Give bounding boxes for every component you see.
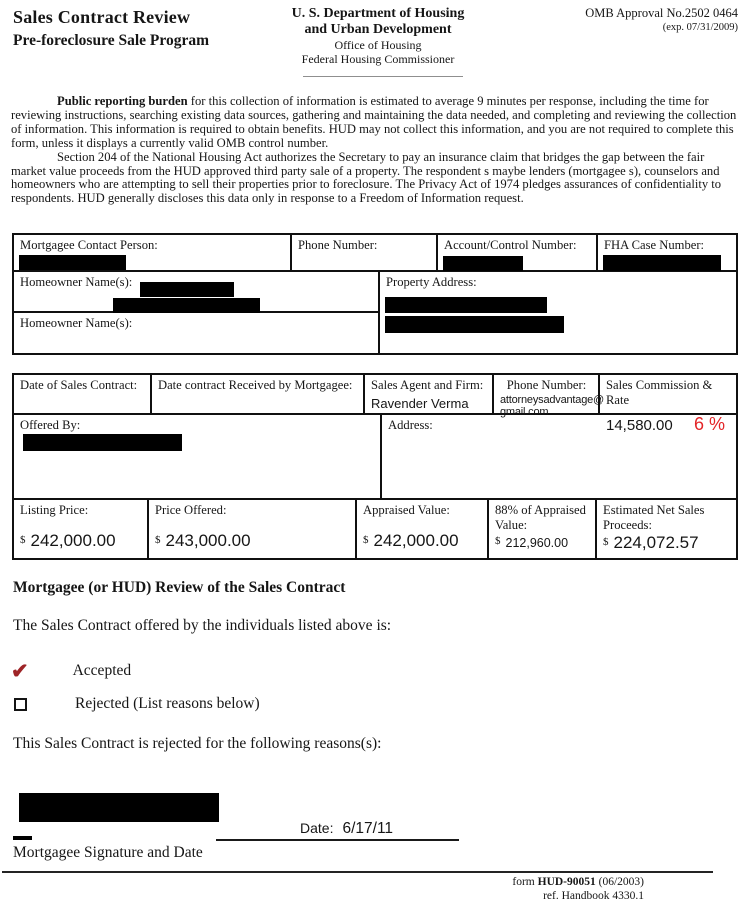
- review-section-heading: Mortgagee (or HUD) Review of the Sales Contract: [13, 579, 346, 596]
- burden-paragraph-body: for this collection of information is estimated to average 9 minutes per response, including the time for reviewing instructions, searching existing data sources, gathering and maintaining the data needed, and completing and reviewing the collection of information. This information is required to obtain benefits. HUD may not collect this information, and you are not required to complete this form, unless it displays a currently valid OMB control number.: [11, 94, 737, 150]
- mortgagee-contact-label: Mortgagee Contact Person:: [20, 238, 158, 252]
- omb-expiration: (exp. 07/31/2009): [662, 22, 738, 33]
- phone-number-label: Phone Number:: [298, 238, 378, 252]
- burden-paragraph-lead: Public reporting burden: [57, 94, 188, 108]
- date-of-contract-label: Date of Sales Contract:: [20, 378, 138, 392]
- department-block: [250, 6, 506, 66]
- agent-email-line1: attorneysadvantage@: [500, 394, 604, 406]
- pct-appraised-value: $ 212,960.00: [495, 535, 569, 550]
- date-of-contract-cell[interactable]: [14, 375, 152, 413]
- rejected-checkbox[interactable]: [14, 698, 27, 711]
- commission-rate: 6 %: [693, 414, 725, 434]
- signature-caption: Mortgagee Signature and Date: [13, 844, 203, 861]
- redacted-property-address-1: [385, 297, 547, 313]
- footer-reference-block: [512, 876, 644, 903]
- price-offered-value: $ 243,000.00: [155, 531, 251, 550]
- sales-agent-label: Sales Agent and Firm:: [371, 378, 484, 392]
- phone-number-cell[interactable]: [292, 235, 438, 270]
- redacted-homeowner-name-2: [113, 298, 260, 313]
- sales-agent-value: Ravender Verma: [371, 396, 469, 411]
- redacted-property-address-2: [385, 316, 564, 333]
- property-address-label: Property Address:: [386, 275, 477, 289]
- date-received-label: Date contract Received by Mortgagee:: [158, 378, 353, 392]
- burden-paragraph: [11, 95, 742, 151]
- commission-amount: 14,580.00: [606, 417, 673, 434]
- date-underline: [216, 839, 459, 841]
- form-title-line2: Pre-foreclosure Sale Program: [13, 32, 209, 49]
- date-label: Date:: [300, 820, 334, 836]
- appraised-value: $ 242,000.00: [363, 531, 459, 550]
- listing-price-value: $ 242,000.00: [20, 531, 116, 550]
- public-burden-notice: [11, 95, 742, 206]
- department-line1: U. S. Department of Housing: [291, 6, 465, 21]
- redacted-mortgagee-signature: [19, 793, 219, 822]
- redacted-account-number: [443, 256, 523, 271]
- review-intro-line: The Sales Contract offered by the individuals listed above is:: [13, 617, 392, 634]
- sales-agent-cell[interactable]: [365, 375, 494, 413]
- address-cell[interactable]: [382, 415, 736, 498]
- account-control-label: Account/Control Number:: [444, 238, 577, 252]
- net-proceeds-value: $ 224,072.57: [603, 533, 699, 552]
- date-value: 6/17/11: [342, 820, 394, 837]
- office-line: Office of Housing: [334, 38, 422, 52]
- form-title-block: [13, 7, 209, 50]
- homeowner2-cell[interactable]: [14, 313, 378, 353]
- accepted-checkmark-icon[interactable]: ✔: [11, 659, 29, 683]
- redacted-homeowner-name-1: [140, 282, 234, 297]
- pct-appraised-label: 88% of Appraised Value:: [495, 503, 586, 532]
- agent-email-line2: gmail.com: [500, 405, 549, 418]
- date-row: [300, 820, 393, 838]
- handbook-reference: ref. Handbook 4330.1: [543, 889, 644, 902]
- pct-appraised-cell[interactable]: [489, 500, 597, 558]
- accepted-label: Accepted: [72, 662, 132, 679]
- department-line2: and Urban Development: [304, 22, 452, 37]
- listing-price-label: Listing Price:: [20, 503, 89, 517]
- commissioner-line: Federal Housing Commissioner: [301, 52, 455, 66]
- sales-table-row2: [14, 415, 736, 500]
- homeowner2-label: Homeowner Name(s):: [20, 316, 133, 330]
- redacted-fha-case-number: [603, 255, 721, 271]
- dollar-sign: $: [20, 534, 26, 546]
- net-proceeds-cell[interactable]: [597, 500, 736, 558]
- offered-by-cell[interactable]: [14, 415, 382, 498]
- commission-label: Sales Commission & Rate: [606, 378, 713, 407]
- rejected-reasons-line: This Sales Contract is rejected for the following reasons(s):: [13, 735, 382, 752]
- agent-phone-label: Phone Number:: [506, 378, 587, 392]
- dollar-sign: $: [603, 536, 609, 548]
- omb-approval-number: OMB Approval No.2502 0464: [585, 6, 738, 20]
- price-offered-cell[interactable]: [149, 500, 357, 558]
- form-number: HUD-90051: [537, 876, 596, 888]
- rejected-label: Rejected (List reasons below): [75, 695, 260, 712]
- fha-case-label: FHA Case Number:: [604, 238, 705, 252]
- rejected-option-row: [14, 695, 260, 713]
- dollar-sign: $: [155, 534, 161, 546]
- commission-cell[interactable]: [600, 375, 736, 434]
- dollar-sign: $: [495, 535, 501, 547]
- homeowner1-label: Homeowner Name(s):: [20, 275, 133, 289]
- redacted-offered-by: [23, 434, 182, 451]
- sales-table-row3: [14, 500, 736, 558]
- price-offered-label: Price Offered:: [155, 503, 227, 517]
- header-divider: [303, 76, 463, 77]
- redacted-mortgagee-contact: [19, 255, 126, 270]
- date-received-cell[interactable]: [152, 375, 365, 413]
- dollar-sign: $: [363, 534, 369, 546]
- section204-paragraph: Section 204 of the National Housing Act authorizes the Secretary to pay an insurance claim that bridges the gap between the fair market value proceeds from the HUD approved third party sale of a property. The respondent s maybe lenders (mortgagee s), counselors and homeowners who are attempting to sell their properties prior to foreclosure. The Privacy Act of 1974 pledges assurances of confidentiality to respondents. HUD generally discloses this data only in response to a Freedom of Information request.: [11, 149, 722, 206]
- agent-phone-cell[interactable]: [494, 375, 604, 418]
- form-title-line1: Sales Contract Review: [13, 7, 191, 27]
- omb-approval-block: [585, 6, 738, 33]
- accepted-option-row: [11, 661, 131, 681]
- net-proceeds-label: Estimated Net Sales Proceeds:: [603, 503, 705, 532]
- form-number-line: form HUD-90051 (06/2003): [512, 876, 644, 888]
- appraised-value-cell[interactable]: [357, 500, 489, 558]
- offered-by-label: Offered By:: [20, 418, 81, 432]
- footer-divider: [2, 871, 713, 873]
- appraised-value-label: Appraised Value:: [363, 503, 450, 517]
- address-label: Address:: [388, 418, 433, 432]
- listing-price-cell[interactable]: [14, 500, 149, 558]
- sales-contract-table: [12, 373, 738, 560]
- signature-line-fragment: [13, 836, 32, 840]
- contact-info-table: [12, 233, 738, 355]
